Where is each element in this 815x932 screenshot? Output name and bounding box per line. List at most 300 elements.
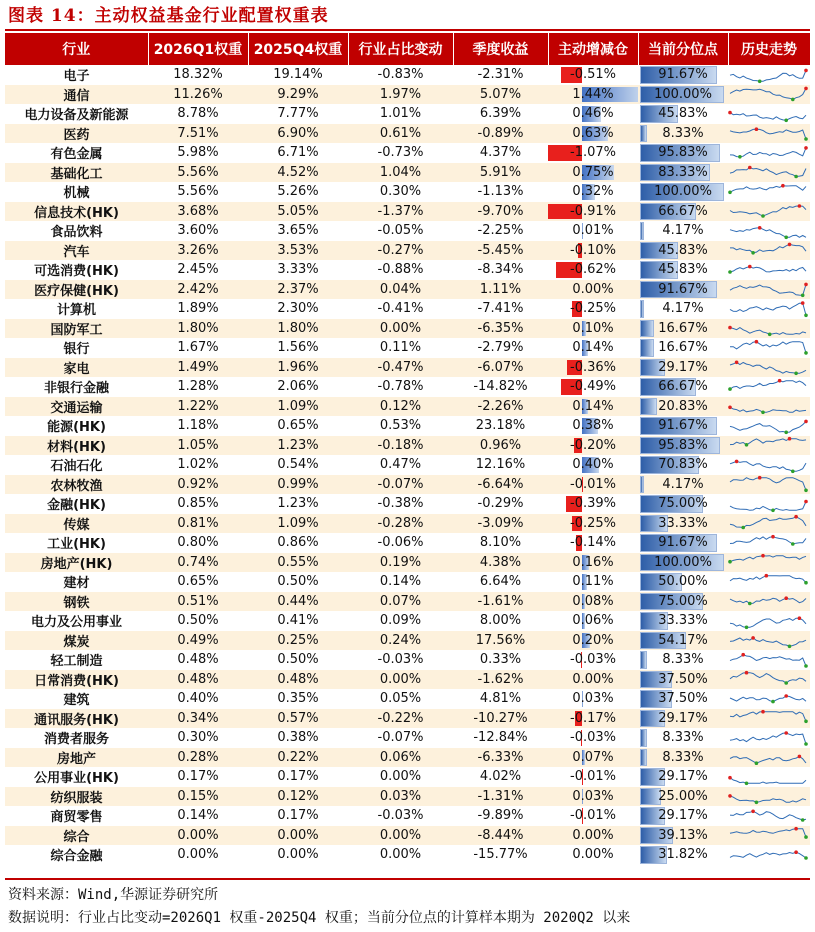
quarter-return-cell: -6.35% <box>453 319 548 339</box>
quarter-return-cell: 0.33% <box>453 650 548 670</box>
trend-cell <box>728 650 810 670</box>
percentile-cell <box>638 650 728 670</box>
trend-max-marker <box>798 204 802 208</box>
trend-cell <box>728 845 810 865</box>
industry-cell: 工业(HK) <box>5 533 148 553</box>
trend-sparkline <box>728 495 808 513</box>
trend-line <box>730 638 806 646</box>
trend-sparkline <box>728 144 808 162</box>
share-change-cell: -0.05% <box>348 221 453 241</box>
percentile-value: 91.67% <box>658 535 708 551</box>
weight-2025q4-cell: 6.71% <box>248 143 348 163</box>
trend-min-marker <box>784 430 788 434</box>
trend-cell <box>728 494 810 514</box>
percentile-cell <box>638 221 728 241</box>
weight-2026q1-cell: 5.56% <box>148 163 248 183</box>
trend-line <box>730 363 806 374</box>
trend-max-marker <box>728 776 732 780</box>
active-change-value: 0.00% <box>572 671 614 687</box>
table-row <box>5 436 810 456</box>
industry-cell: 基础化工 <box>5 163 148 183</box>
trend-sparkline <box>728 280 808 298</box>
trend-cell <box>728 592 810 612</box>
quarter-return-cell: -6.33% <box>453 748 548 768</box>
industry-cell: 房地产(HK) <box>5 553 148 573</box>
active-change-value: 0.08% <box>572 593 614 609</box>
trend-min-marker <box>804 664 808 668</box>
trend-sparkline <box>728 105 808 123</box>
quarter-return-cell: -9.70% <box>453 202 548 222</box>
quarter-return-cell: 1.11% <box>453 280 548 300</box>
industry-cell: 消费者服务 <box>5 728 148 748</box>
active-change-cell <box>548 514 638 534</box>
active-change-value: 0.11% <box>572 574 614 590</box>
active-change-value: -0.01% <box>570 808 616 824</box>
quarter-return-cell: -0.89% <box>453 124 548 144</box>
active-change-cell <box>548 670 638 690</box>
active-change-cell <box>548 397 638 417</box>
industry-cell: 石油石化 <box>5 455 148 475</box>
table-row <box>5 377 810 397</box>
share-change-cell: -0.83% <box>348 65 453 85</box>
table-header-row <box>5 33 810 65</box>
trend-line <box>730 206 806 216</box>
percentile-cell <box>638 806 728 826</box>
trend-line <box>730 421 806 432</box>
weight-2025q4-cell: 19.14% <box>248 65 348 85</box>
trend-cell <box>728 670 810 690</box>
industry-cell: 电力设备及新能源 <box>5 104 148 124</box>
active-change-value: -0.01% <box>570 476 616 492</box>
weight-2026q1-cell: 0.14% <box>148 806 248 826</box>
table-row <box>5 650 810 670</box>
weight-2025q4-cell: 0.50% <box>248 572 348 592</box>
percentile-cell <box>638 455 728 475</box>
weight-2025q4-cell: 1.80% <box>248 319 348 339</box>
active-change-value: -0.39% <box>570 496 616 512</box>
percentile-value: 29.17% <box>658 808 708 824</box>
percentile-value: 4.17% <box>662 301 704 317</box>
trend-min-marker <box>784 681 788 685</box>
percentile-cell <box>638 377 728 397</box>
trend-max-marker <box>804 283 808 287</box>
quarter-return-cell: 0.96% <box>453 436 548 456</box>
share-change-cell: 0.05% <box>348 689 453 709</box>
industry-cell: 机械 <box>5 182 148 202</box>
weight-2025q4-cell: 0.44% <box>248 592 348 612</box>
trend-max-marker <box>761 554 765 558</box>
quarter-return-cell: -0.29% <box>453 494 548 514</box>
percentile-value: 8.33% <box>662 730 704 746</box>
percentile-value: 29.17% <box>658 359 708 375</box>
quarter-return-cell: 4.02% <box>453 767 548 787</box>
quarter-return-cell: -1.62% <box>453 670 548 690</box>
trend-min-marker <box>728 560 732 564</box>
share-change-cell: -0.47% <box>348 358 453 378</box>
share-change-cell: 0.19% <box>348 553 453 573</box>
trend-sparkline <box>728 417 808 435</box>
title-divider <box>5 29 810 31</box>
industry-cell: 纺织服装 <box>5 787 148 807</box>
trend-sparkline <box>728 690 808 708</box>
trend-max-marker <box>735 361 739 365</box>
active-change-value: -0.01% <box>570 769 616 785</box>
share-change-cell: 0.12% <box>348 397 453 417</box>
percentile-bar <box>640 729 647 747</box>
active-change-cell <box>548 592 638 612</box>
active-change-value: -0.91% <box>570 203 616 219</box>
active-change-cell <box>548 85 638 105</box>
percentile-cell <box>638 787 728 807</box>
trend-max-marker <box>804 419 808 423</box>
industry-cell: 房地产 <box>5 748 148 768</box>
trend-sparkline <box>728 807 808 825</box>
trend-line <box>730 733 806 744</box>
quarter-return-cell: -6.07% <box>453 358 548 378</box>
active-change-value: -0.20% <box>570 437 616 453</box>
trend-sparkline <box>728 631 808 649</box>
trend-min-marker <box>771 700 775 704</box>
percentile-value: 8.33% <box>662 652 704 668</box>
active-change-value: 0.00% <box>572 847 614 863</box>
table-row <box>5 143 810 163</box>
percentile-cell <box>638 319 728 339</box>
trend-line <box>730 556 806 562</box>
trend-max-marker <box>751 636 755 640</box>
trend-max-marker <box>804 146 808 150</box>
table-row <box>5 455 810 475</box>
trend-min-marker <box>748 602 752 606</box>
weight-2025q4-cell: 0.41% <box>248 611 348 631</box>
trend-sparkline <box>728 456 808 474</box>
trend-cell <box>728 319 810 339</box>
trend-line <box>730 598 806 603</box>
trend-line <box>730 439 806 445</box>
industry-cell: 传媒 <box>5 514 148 534</box>
trend-sparkline <box>728 748 808 766</box>
trend-line <box>730 185 806 192</box>
trend-max-marker <box>755 128 759 132</box>
header-active-change: 主动增减仓 <box>548 33 638 65</box>
weight-2026q1-cell: 0.50% <box>148 611 248 631</box>
trend-cell <box>728 182 810 202</box>
quarter-return-cell: -1.61% <box>453 592 548 612</box>
quarter-return-cell: -2.25% <box>453 221 548 241</box>
trend-min-marker <box>784 235 788 239</box>
industry-cell: 交通运输 <box>5 397 148 417</box>
industry-cell: 电力及公用事业 <box>5 611 148 631</box>
table-body <box>5 65 810 865</box>
active-change-cell <box>548 611 638 631</box>
table-row <box>5 202 810 222</box>
table-row <box>5 241 810 261</box>
percentile-cell <box>638 631 728 651</box>
active-change-cell <box>548 338 638 358</box>
active-change-cell <box>548 553 638 573</box>
trend-line <box>730 168 806 177</box>
active-change-value: -0.03% <box>570 730 616 746</box>
weight-2026q1-cell: 5.56% <box>148 182 248 202</box>
weight-2026q1-cell: 0.40% <box>148 689 248 709</box>
trend-min-marker <box>804 313 808 317</box>
weight-2026q1-cell: 1.80% <box>148 319 248 339</box>
trend-min-marker <box>801 818 805 822</box>
active-change-value: 0.14% <box>572 340 614 356</box>
trend-sparkline <box>728 358 808 376</box>
quarter-return-cell: -6.64% <box>453 475 548 495</box>
percentile-cell <box>638 494 728 514</box>
active-change-value: 0.01% <box>572 223 614 239</box>
table-row <box>5 416 810 436</box>
percentile-value: 66.67% <box>658 203 708 219</box>
table-row <box>5 845 810 865</box>
table-row <box>5 611 810 631</box>
percentile-bar <box>640 320 654 338</box>
trend-line <box>730 89 806 100</box>
percentile-cell <box>638 436 728 456</box>
weight-2025q4-cell: 2.06% <box>248 377 348 397</box>
percentile-bar <box>640 125 647 143</box>
table-row <box>5 553 810 573</box>
percentile-value: 33.33% <box>658 515 708 531</box>
percentile-cell <box>638 358 728 378</box>
industry-cell: 建筑 <box>5 689 148 709</box>
percentile-value: 8.33% <box>662 749 704 765</box>
industry-cell: 综合金融 <box>5 845 148 865</box>
trend-max-marker <box>735 459 739 463</box>
percentile-cell <box>638 299 728 319</box>
trend-max-marker <box>804 499 808 503</box>
trend-sparkline <box>728 651 808 669</box>
active-change-value: 0.32% <box>572 184 614 200</box>
weight-2025q4-cell: 0.55% <box>248 553 348 573</box>
industry-cell: 金融(HK) <box>5 494 148 514</box>
industry-cell: 医药 <box>5 124 148 144</box>
percentile-cell <box>638 143 728 163</box>
trend-line <box>730 777 806 783</box>
percentile-cell <box>638 670 728 690</box>
trend-min-marker <box>791 98 795 102</box>
trend-min-marker <box>741 526 745 530</box>
percentile-value: 37.50% <box>658 691 708 707</box>
share-change-cell: 0.11% <box>348 338 453 358</box>
trend-line <box>730 536 806 543</box>
active-change-value: -0.03% <box>570 652 616 668</box>
weight-2025q4-cell: 1.23% <box>248 494 348 514</box>
active-change-cell <box>548 260 638 280</box>
industry-cell: 医疗保健(HK) <box>5 280 148 300</box>
trend-sparkline <box>728 729 808 747</box>
active-change-value: 0.10% <box>572 320 614 336</box>
trend-max-marker <box>784 731 788 735</box>
trend-line <box>730 266 806 271</box>
quarter-return-cell: 4.38% <box>453 553 548 573</box>
weight-2026q1-cell: 0.81% <box>148 514 248 534</box>
percentile-value: 33.33% <box>658 613 708 629</box>
trend-max-marker <box>765 574 769 578</box>
percentile-cell <box>638 845 728 865</box>
active-change-cell <box>548 748 638 768</box>
share-change-cell: 0.00% <box>348 767 453 787</box>
percentile-cell <box>638 124 728 144</box>
industry-cell: 商贸零售 <box>5 806 148 826</box>
percentile-value: 4.17% <box>662 223 704 239</box>
percentile-value: 54.17% <box>658 632 708 648</box>
weight-2026q1-cell: 0.51% <box>148 592 248 612</box>
trend-max-marker <box>741 653 745 657</box>
active-change-cell <box>548 124 638 144</box>
active-change-cell <box>548 806 638 826</box>
weight-2026q1-cell: 11.26% <box>148 85 248 105</box>
industry-cell: 日常消费(HK) <box>5 670 148 690</box>
weight-2026q1-cell: 3.68% <box>148 202 248 222</box>
quarter-return-cell: 4.37% <box>453 143 548 163</box>
weight-2025q4-cell: 3.53% <box>248 241 348 261</box>
industry-cell: 能源(HK) <box>5 416 148 436</box>
trend-max-marker <box>788 437 792 441</box>
trend-min-marker <box>804 351 808 355</box>
active-change-cell <box>548 689 638 709</box>
trend-sparkline <box>728 553 808 571</box>
percentile-value: 16.67% <box>658 340 708 356</box>
industry-cell: 通信 <box>5 85 148 105</box>
trend-line <box>730 501 806 510</box>
weight-2026q1-cell: 0.65% <box>148 572 248 592</box>
weight-2025q4-cell: 1.96% <box>248 358 348 378</box>
weight-2026q1-cell: 0.48% <box>148 650 248 670</box>
trend-line <box>730 712 806 722</box>
percentile-cell <box>638 767 728 787</box>
active-change-value: -0.62% <box>570 262 616 278</box>
percentile-value: 39.13% <box>658 827 708 843</box>
active-change-value: 0.03% <box>572 788 614 804</box>
share-change-cell: 0.24% <box>348 631 453 651</box>
weight-2025q4-cell: 0.17% <box>248 806 348 826</box>
trend-cell <box>728 124 810 144</box>
weight-2026q1-cell: 0.15% <box>148 787 248 807</box>
percentile-value: 70.83% <box>658 457 708 473</box>
active-change-cell <box>548 299 638 319</box>
percentile-cell <box>638 592 728 612</box>
weight-2025q4-cell: 0.35% <box>248 689 348 709</box>
trend-min-marker <box>784 118 788 122</box>
share-change-cell: 0.30% <box>348 182 453 202</box>
percentile-value: 100.00% <box>654 184 712 200</box>
quarter-return-cell: -9.89% <box>453 806 548 826</box>
active-change-value: 0.14% <box>572 398 614 414</box>
trend-sparkline <box>728 534 808 552</box>
trend-line <box>730 70 806 81</box>
percentile-cell <box>638 397 728 417</box>
active-change-cell <box>548 319 638 339</box>
weight-2025q4-cell: 0.25% <box>248 631 348 651</box>
weight-2026q1-cell: 2.42% <box>148 280 248 300</box>
share-change-cell: -0.07% <box>348 475 453 495</box>
share-change-cell: -0.03% <box>348 650 453 670</box>
trend-min-marker <box>755 801 759 805</box>
trend-sparkline <box>728 66 808 84</box>
quarter-return-cell: 6.64% <box>453 572 548 592</box>
percentile-bar <box>640 651 647 669</box>
trend-max-marker <box>728 794 732 798</box>
trend-min-marker <box>804 856 808 860</box>
trend-min-marker <box>791 469 795 473</box>
weight-2026q1-cell: 0.49% <box>148 631 248 651</box>
weight-2025q4-cell: 9.29% <box>248 85 348 105</box>
share-change-cell: -1.37% <box>348 202 453 222</box>
share-change-cell: 1.04% <box>348 163 453 183</box>
trend-cell <box>728 514 810 534</box>
share-change-cell: 0.07% <box>348 592 453 612</box>
percentile-value: 75.00% <box>658 496 708 512</box>
percentile-cell <box>638 611 728 631</box>
trend-cell <box>728 767 810 787</box>
percentile-bar <box>640 398 657 416</box>
active-change-cell <box>548 455 638 475</box>
industry-cell: 家电 <box>5 358 148 378</box>
header-history-trend: 历史走势 <box>728 33 810 65</box>
weight-2026q1-cell: 5.98% <box>148 143 248 163</box>
table-row <box>5 280 810 300</box>
trend-line <box>730 654 806 665</box>
trend-cell <box>728 728 810 748</box>
trend-line <box>730 285 806 296</box>
table-row <box>5 65 810 85</box>
table-row <box>5 163 810 183</box>
industry-cell: 有色金属 <box>5 143 148 163</box>
share-change-cell: -0.88% <box>348 260 453 280</box>
weight-2026q1-cell: 0.28% <box>148 748 248 768</box>
percentile-value: 37.50% <box>658 671 708 687</box>
trend-cell <box>728 104 810 124</box>
trend-max-marker <box>794 827 798 831</box>
trend-sparkline <box>728 709 808 727</box>
industry-cell: 煤炭 <box>5 631 148 651</box>
weight-2026q1-cell: 3.26% <box>148 241 248 261</box>
active-change-cell <box>548 358 638 378</box>
percentile-value: 4.17% <box>662 476 704 492</box>
industry-cell: 材料(HK) <box>5 436 148 456</box>
share-change-cell: -0.27% <box>348 241 453 261</box>
weight-2025q4-cell: 0.99% <box>248 475 348 495</box>
percentile-value: 45.83% <box>658 242 708 258</box>
trend-line <box>730 245 806 253</box>
trend-line <box>730 112 806 120</box>
trend-min-marker <box>745 625 749 629</box>
share-change-cell: 1.97% <box>348 85 453 105</box>
trend-cell <box>728 260 810 280</box>
percentile-cell <box>638 748 728 768</box>
percentile-cell <box>638 280 728 300</box>
weight-2025q4-cell: 1.56% <box>248 338 348 358</box>
percentile-bar <box>640 476 644 494</box>
table-row <box>5 475 810 495</box>
trend-cell <box>728 202 810 222</box>
trend-sparkline <box>728 475 808 493</box>
active-change-cell <box>548 104 638 124</box>
trend-sparkline <box>728 514 808 532</box>
trend-sparkline <box>728 183 808 201</box>
weight-2025q4-cell: 0.38% <box>248 728 348 748</box>
quarter-return-cell: 4.81% <box>453 689 548 709</box>
active-change-value: -0.14% <box>570 535 616 551</box>
trend-min-marker <box>761 411 765 415</box>
table-row <box>5 494 810 514</box>
trend-line <box>730 328 806 335</box>
industry-cell: 食品饮料 <box>5 221 148 241</box>
table-row <box>5 826 810 846</box>
trend-max-marker <box>748 166 752 170</box>
